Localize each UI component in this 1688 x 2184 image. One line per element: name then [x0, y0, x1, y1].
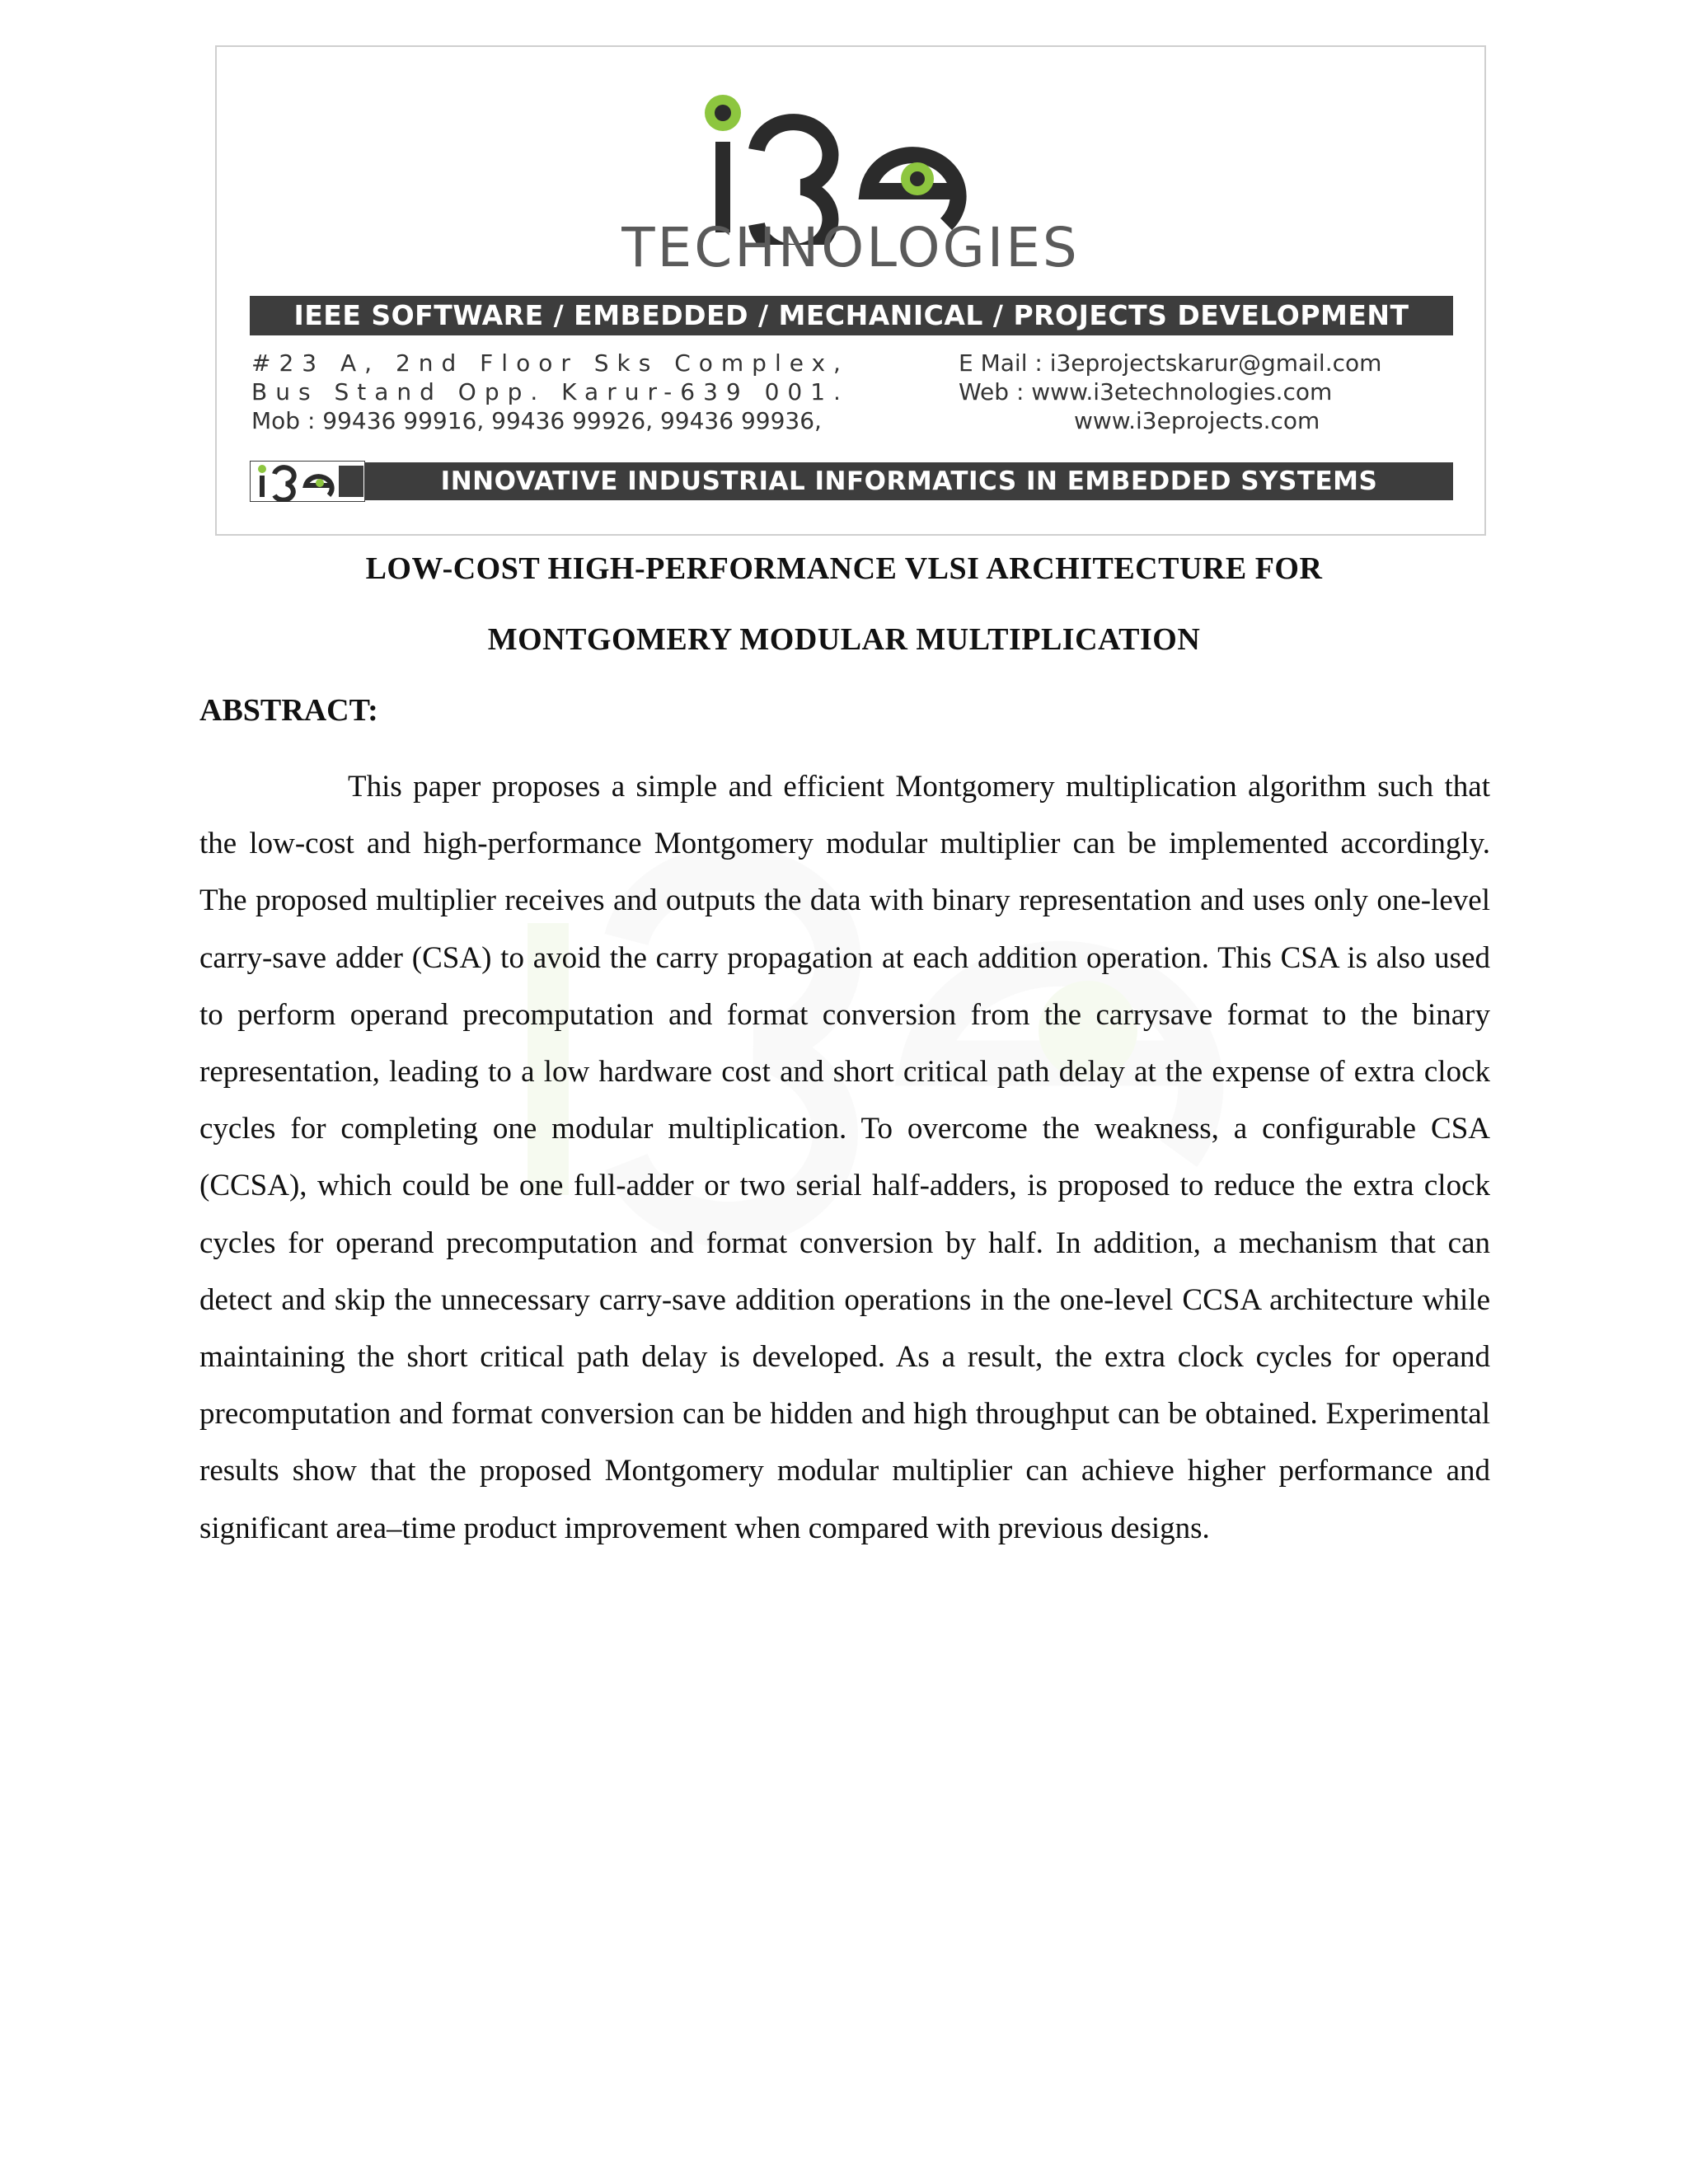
abstract-heading: ABSTRACT:: [199, 693, 378, 728]
email-address: E Mail : i3eprojectskarur@gmail.com: [959, 349, 1382, 377]
contact-address: [251, 349, 849, 435]
tagline-bar: INNOVATIVE INDUSTRIAL INFORMATICS IN EMBEDDED SYSTEMS: [365, 462, 1453, 500]
letterhead-banner: [215, 45, 1486, 536]
services-bar: IEEE SOFTWARE / EMBEDDED / MECHANICAL / PROJECTS DEVELOPMENT: [250, 296, 1453, 335]
address-line-1: #23 A, 2nd Floor Sks Complex,: [251, 349, 849, 377]
website-1: Web : www.i3etechnologies.com: [959, 378, 1333, 405]
paper-title-line-2: MONTGOMERY MODULAR MULTIPLICATION: [487, 622, 1201, 657]
tagline-strip: [250, 461, 1453, 502]
i3e-mini-logo: [250, 461, 365, 502]
mobile-numbers: Mob : 99436 99916, 99436 99926, 99436 99936,: [251, 407, 822, 434]
contact-online: [959, 349, 1381, 435]
address-line-2: Bus Stand Opp. Karur-639 001.: [251, 378, 849, 405]
paper-title-line-1: LOW-COST HIGH-PERFORMANCE VLSI ARCHITECTURE FOR: [365, 551, 1323, 586]
company-name: TECHNOLOGIES: [621, 216, 1080, 279]
abstract-text: This paper proposes a simple and efficient Montgomery multiplication algorithm such that the low-cost and high-performance Montgomery modular multiplier can be implemented accordingly. The proposed multiplier receives and outputs the data with binary representation and uses only one-level carry-save adder (CSA) to avoid the carry propagation at each addition operation. This CSA is also used to perform operand precomputation and format conversion from the carrysave format to the binary representation, leading to a low hardware cost and short critical path delay at the expense of extra clock cycles for completing one modular multiplication. To overcome the weakness, a configurable CSA (CCSA), which could be one full-adder or two serial half-adders, is proposed to reduce the extra clock cycles for operand precomputation and format conversion by half. In addition, a mechanism that can detect and skip the unnecessary carry-save addition operations in the one-level CCSA architecture while maintaining the short critical path delay is developed. As a result, the extra clock cycles for operand precomputation and format conversion can be hidden and high throughput can be obtained. Experimental results show that the proposed Montgomery modular multiplier can achieve higher performance and significant area–time product improvement when compared with previous designs.: [199, 770, 1490, 1545]
website-2: www.i3eprojects.com: [1074, 407, 1320, 434]
